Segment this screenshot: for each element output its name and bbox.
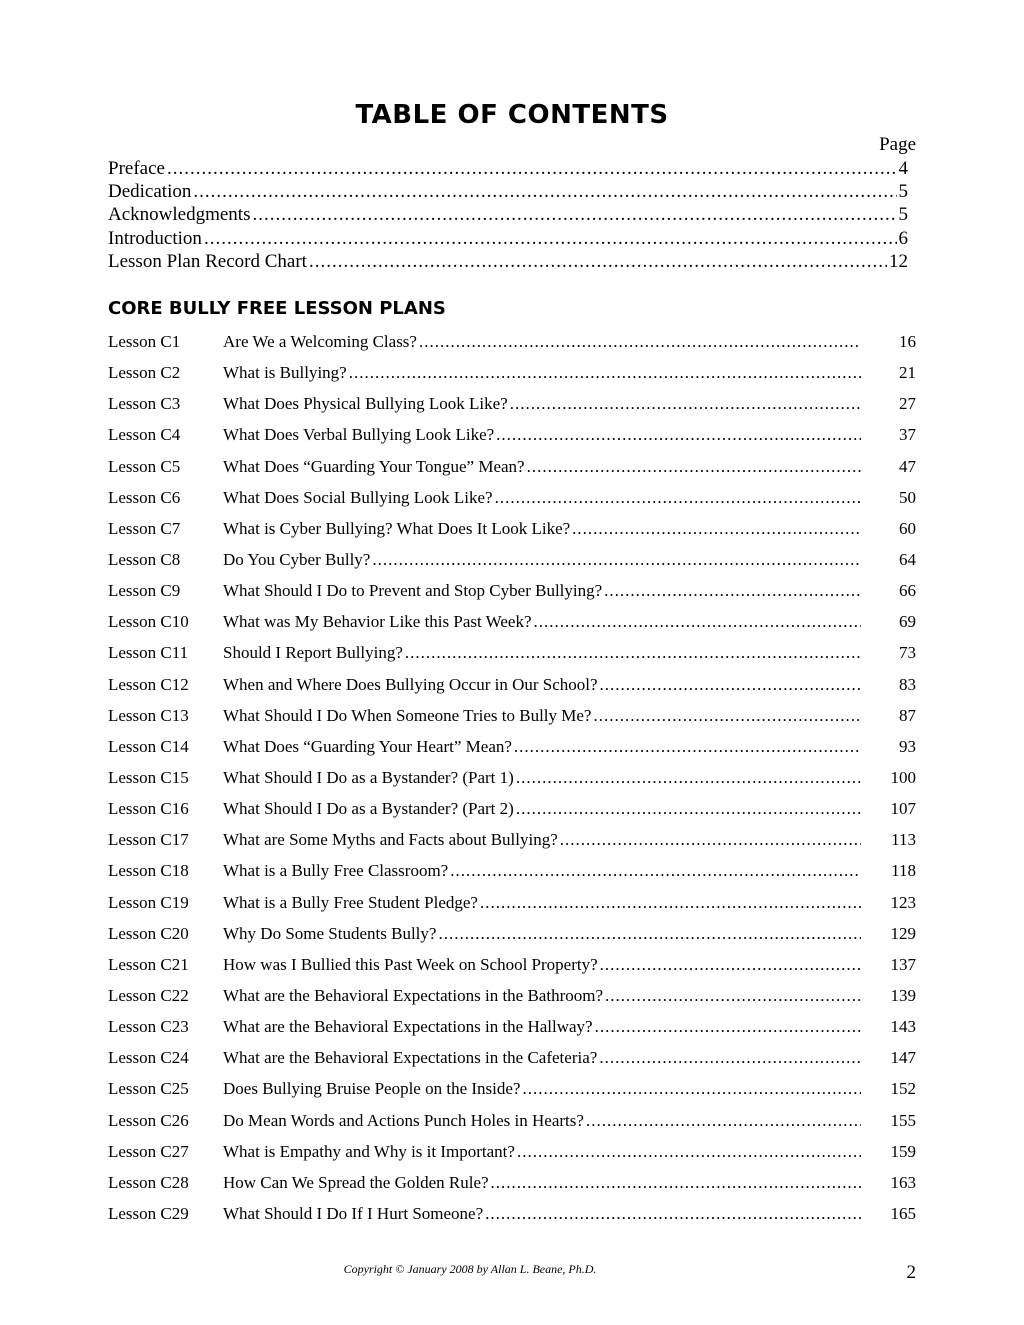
lesson-title-cell [223,673,863,697]
lesson-page: 21 [899,363,916,383]
lesson-page: 73 [899,643,916,663]
lesson-number: Lesson C25 [108,1079,189,1099]
toc-entry-title: Acknowledgments [108,204,251,226]
dot-leader [480,891,861,915]
dot-leader [252,203,896,226]
toc-lesson-entry[interactable] [108,922,916,953]
dot-leader [560,828,861,852]
lesson-title-cell [223,1046,863,1070]
lesson-page: 152 [890,1079,916,1099]
lesson-number: Lesson C19 [108,892,189,912]
lesson-title: How Can We Spread the Golden Rule? [223,1172,489,1192]
lesson-number: Lesson C12 [108,674,189,694]
lesson-title-cell [223,486,863,510]
lesson-title-cell [223,891,863,915]
lesson-page: 155 [890,1110,916,1130]
dot-leader [600,673,861,697]
lesson-page: 93 [899,736,916,756]
lesson-title: What is a Bully Free Classroom? [223,861,449,881]
lesson-title-cell [223,859,863,883]
lesson-page: 139 [890,985,916,1005]
dot-leader [605,984,861,1008]
lesson-number: Lesson C20 [108,923,189,943]
dot-leader [572,517,861,541]
dot-leader [491,1171,861,1195]
dot-leader [372,548,861,572]
toc-lesson-entry[interactable] [108,891,916,922]
lesson-title-cell [223,330,863,354]
toc-entry-title: Preface [108,158,165,179]
lesson-title-cell [223,423,863,447]
lesson-title: What Should I Do as a Bystander? (Part 2) [223,799,514,819]
toc-lesson-entry[interactable] [108,797,916,828]
lesson-title: What is Cyber Bullying? What Does It Look Like? [223,518,571,538]
lesson-page: 27 [899,394,916,414]
lesson-title-cell [223,1015,863,1039]
toc-entry-title: Introduction [108,227,202,249]
dot-leader [516,766,861,790]
dot-leader [419,330,861,354]
lesson-page: 60 [899,518,916,538]
lesson-title: What are the Behavioral Expectations in the Cafeteria? [223,1048,598,1068]
dot-leader [438,922,861,946]
dot-leader [600,953,861,977]
dot-leader [405,641,861,665]
toc-lesson-entry[interactable] [108,1140,916,1171]
toc-entry-title: Dedication [108,181,192,203]
toc-lesson-entry[interactable] [108,673,916,704]
lesson-title-cell [223,922,863,946]
toc-lesson-entry[interactable] [108,455,916,486]
toc-entry-title: Lesson Plan Record Chart [108,250,307,272]
lesson-number: Lesson C29 [108,1203,189,1223]
lesson-title-cell [223,797,863,821]
lesson-number: Lesson C9 [108,581,181,601]
lesson-number: Lesson C6 [108,487,181,507]
footer-page-number: 2 [906,1262,916,1283]
lesson-title: When and Where Does Bullying Occur in Our School? [223,674,598,694]
toc-lesson-entry[interactable] [108,641,916,672]
dot-leader [604,579,861,603]
lesson-number: Lesson C17 [108,830,189,850]
lesson-number: Lesson C14 [108,736,189,756]
toc-lesson-entry[interactable] [108,1046,916,1077]
lesson-title: What Should I Do to Prevent and Stop Cyber Bullying? [223,581,603,601]
toc-lesson-entry[interactable] [108,1109,916,1140]
lesson-number: Lesson C28 [108,1172,189,1192]
section-heading: CORE BULLY FREE LESSON PLANS [108,298,446,319]
lesson-title-cell [223,548,863,572]
lesson-title: What is a Bully Free Student Pledge? [223,892,478,912]
toc-lesson-entry[interactable] [108,1171,916,1202]
lesson-number: Lesson C8 [108,549,181,569]
dot-leader [349,361,861,385]
lesson-title: What Should I Do If I Hurt Someone? [223,1203,484,1223]
dot-leader [517,1140,861,1164]
dot-leader [495,486,861,510]
dot-leader [586,1109,861,1133]
lesson-title: What Should I Do as a Bystander? (Part 1) [223,767,514,787]
toc-lesson-entry[interactable] [108,735,916,766]
lesson-title: What Should I Do When Someone Tries to Bully Me? [223,705,592,725]
lesson-title-cell [223,579,863,603]
lesson-page: 143 [890,1017,916,1037]
lesson-title: What is Empathy and Why is it Important? [223,1141,515,1161]
page-title: TABLE OF CONTENTS [355,100,669,130]
lesson-title-cell [223,735,863,759]
toc-entry-page: 12 [889,250,908,272]
lesson-page: 87 [899,705,916,725]
lesson-title: What are the Behavioral Expectations in the Hallway? [223,1017,593,1037]
dot-leader [193,180,896,203]
lesson-page: 69 [899,612,916,632]
toc-lesson-entry[interactable] [108,1202,916,1233]
lesson-page: 113 [891,830,916,850]
lesson-number: Lesson C1 [108,332,181,351]
lesson-number: Lesson C16 [108,799,189,819]
toc-entry-page: 5 [898,204,908,226]
lesson-title: What Does Verbal Bullying Look Like? [223,425,495,445]
dot-leader [527,455,861,479]
dot-leader [167,157,897,180]
lesson-title: What Does Physical Bullying Look Like? [223,394,508,414]
toc-lesson-entry[interactable] [108,610,916,641]
lesson-title-cell [223,610,863,634]
lesson-page: 118 [891,861,916,881]
toc-lesson-entry[interactable] [108,517,916,548]
toc-lesson-entry[interactable] [108,579,916,610]
lesson-page: 147 [890,1048,916,1068]
front-matter-list [108,157,908,273]
lesson-page: 66 [899,581,916,601]
lesson-number: Lesson C11 [108,643,189,663]
lesson-page: 100 [890,767,916,787]
lesson-page: 107 [890,799,916,819]
lesson-title-cell [223,1077,863,1101]
page-column-label: Page [879,134,916,155]
lesson-page: 50 [899,487,916,507]
lesson-page: 16 [899,332,916,351]
lesson-title-cell [223,766,863,790]
toc-entry-page: 5 [898,181,908,203]
toc-entry-preface[interactable] [108,157,908,180]
lesson-number: Lesson C27 [108,1141,189,1161]
toc-lesson-entry[interactable] [108,423,916,454]
lesson-page: 123 [890,892,916,912]
toc-lesson-entry[interactable] [108,1015,916,1046]
dot-leader [450,859,861,883]
toc-lesson-entry[interactable] [108,984,916,1015]
dot-leader [599,1046,861,1070]
footer-copyright: Copyright © January 2008 by Allan L. Beane, Ph.D. [343,1262,597,1276]
dot-leader [485,1202,861,1226]
lesson-number: Lesson C7 [108,518,181,538]
toc-lesson-entry[interactable] [108,486,916,517]
toc-lesson-entry[interactable] [108,548,916,579]
lesson-title: What is Bullying? [223,363,347,383]
lesson-number: Lesson C15 [108,767,189,787]
lesson-title: Why Do Some Students Bully? [223,923,437,943]
lesson-title: Are We a Welcoming Class? [223,332,417,351]
lesson-page: 159 [890,1141,916,1161]
dot-leader [496,423,861,447]
lesson-number: Lesson C4 [108,425,181,445]
lesson-title: What are the Behavioral Expectations in the Bathroom? [223,985,604,1005]
lesson-page: 165 [890,1203,916,1223]
lesson-number: Lesson C10 [108,612,189,632]
dot-leader [522,1077,861,1101]
lesson-title-cell [223,828,863,852]
lesson-list [108,330,916,1233]
lesson-title-cell [223,984,863,1008]
lesson-number: Lesson C21 [108,954,189,974]
lesson-title: Should I Report Bullying? [223,643,403,663]
lesson-page: 129 [890,923,916,943]
lesson-page: 137 [890,954,916,974]
lesson-title-cell [223,704,863,728]
lesson-title: Do Mean Words and Actions Punch Holes in Hearts? [223,1110,584,1130]
lesson-title: What Does Social Bullying Look Like? [223,487,493,507]
lesson-title-cell [223,641,863,665]
lesson-title: How was I Bullied this Past Week on School Property? [223,954,598,974]
lesson-page: 83 [899,674,916,694]
lesson-number: Lesson C2 [108,363,181,383]
lesson-page: 37 [899,425,916,445]
lesson-number: Lesson C3 [108,394,181,414]
toc-lesson-entry[interactable] [108,361,916,392]
dot-leader [595,1015,861,1039]
toc-lesson-entry[interactable] [108,953,916,984]
lesson-title: What was My Behavior Like this Past Week? [223,612,532,632]
dot-leader [514,735,861,759]
toc-lesson-entry[interactable] [108,766,916,797]
toc-lesson-entry[interactable] [108,330,916,361]
lesson-number: Lesson C26 [108,1110,189,1130]
dot-leader [593,704,861,728]
dot-leader [510,392,861,416]
lesson-number: Lesson C23 [108,1017,189,1037]
toc-entry-acknowledgments[interactable] [108,203,908,226]
dot-leader [516,797,861,821]
toc-lesson-entry[interactable] [108,859,916,890]
toc-entry-introduction[interactable] [108,227,908,250]
toc-lesson-entry[interactable] [108,392,916,423]
lesson-title-cell [223,1140,863,1164]
lesson-title: Does Bullying Bruise People on the Inside? [223,1079,521,1099]
lesson-number: Lesson C13 [108,705,189,725]
lesson-title: What Does “Guarding Your Heart” Mean? [223,736,512,756]
dot-leader [534,610,862,634]
lesson-title-cell [223,953,863,977]
lesson-number: Lesson C18 [108,861,189,881]
lesson-title-cell [223,455,863,479]
toc-lesson-entry[interactable] [108,1077,916,1108]
lesson-title: What Does “Guarding Your Tongue” Mean? [223,456,525,476]
dot-leader [204,227,897,250]
lesson-title-cell [223,517,863,541]
toc-entry-page: 6 [898,227,908,249]
lesson-page: 64 [899,549,916,569]
lesson-number: Lesson C24 [108,1048,189,1068]
dot-leader [309,250,887,273]
lesson-page: 47 [899,456,916,476]
lesson-page: 163 [890,1172,916,1192]
lesson-title: Do You Cyber Bully? [223,549,371,569]
lesson-number: Lesson C5 [108,456,181,476]
lesson-title-cell [223,361,863,385]
toc-entry-page: 4 [898,158,908,179]
lesson-title: What are Some Myths and Facts about Bullying? [223,830,558,850]
lesson-title-cell [223,1202,863,1226]
toc-entry-lesson-plan-record-chart[interactable] [108,250,908,273]
lesson-number: Lesson C22 [108,985,189,1005]
lesson-title-cell [223,1109,863,1133]
lesson-title-cell [223,1171,863,1195]
lesson-title-cell [223,392,863,416]
toc-lesson-entry[interactable] [108,704,916,735]
toc-entry-dedication[interactable] [108,180,908,203]
toc-lesson-entry[interactable] [108,828,916,859]
